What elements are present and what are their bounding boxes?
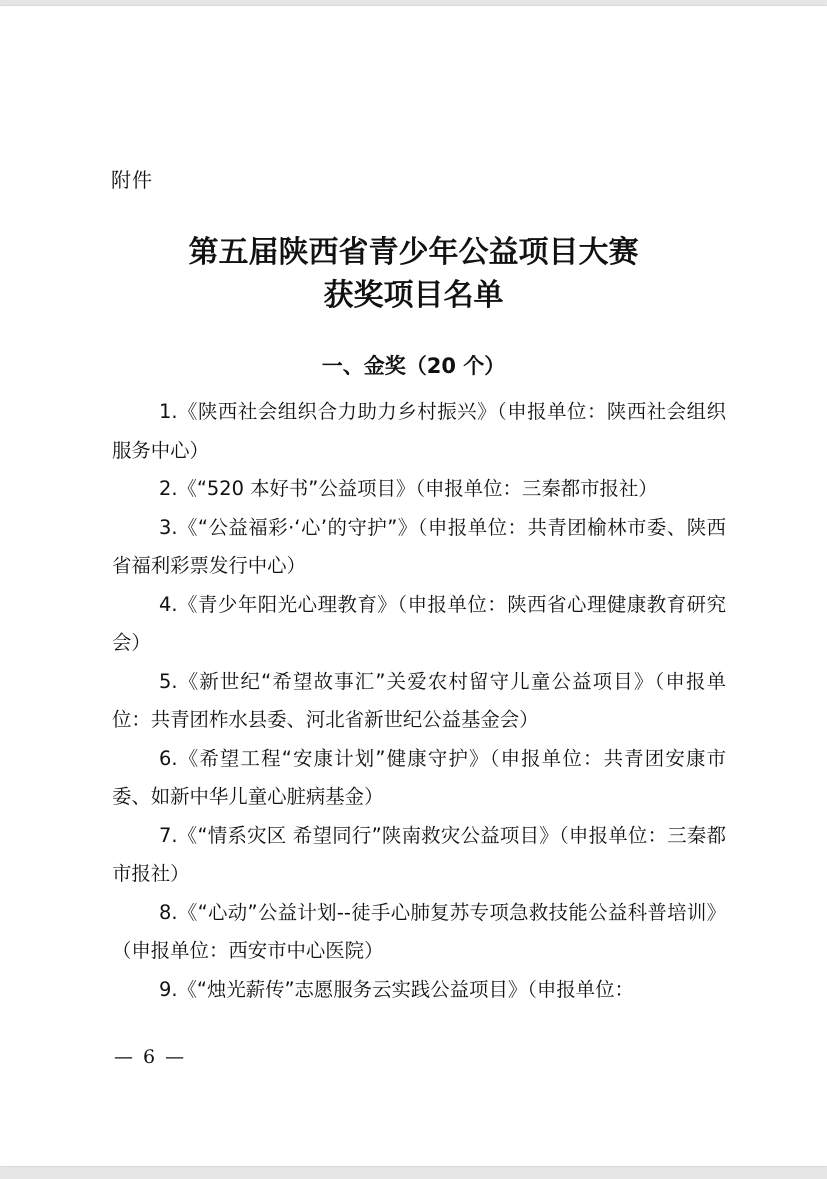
award-list bbox=[112, 393, 726, 1009]
award-item-7: 7.《“情系灾区 希望同行”陕南救灾公益项目》（申报单位：三秦都市报社） bbox=[112, 823, 726, 885]
award-item-4: 4.《青少年阳光心理教育》（申报单位：陕西省心理健康教育研究会） bbox=[112, 592, 726, 654]
award-item-5: 5.《新世纪“希望故事汇”关爱农村留守儿童公益项目》（申报单位：共青团柞水县委、河北省新世纪公益基金会） bbox=[112, 669, 726, 731]
attachment-label: 附件 bbox=[111, 168, 153, 192]
award-item-9: 9.《“烛光薪传”志愿服务云实践公益项目》（申报单位： bbox=[159, 977, 634, 1001]
page-number: — 6 — bbox=[114, 1046, 187, 1068]
section-heading-gold-award: 一、金奖（20 个） bbox=[321, 354, 506, 378]
document-page bbox=[0, 6, 827, 1166]
award-item-3: 3.《“公益福彩·‘心’的守护”》（申报单位：共青团榆林市委、陕西省福利彩票发行中心） bbox=[112, 515, 726, 577]
document-title-line-1: 第五届陕西省青少年公益项目大赛 bbox=[188, 235, 639, 270]
award-item-8: 8.《“心动”公益计划--徒手心肺复苏专项急救技能公益科普培训》（申报单位：西安市中心医院） bbox=[112, 900, 726, 962]
award-item-6: 6.《希望工程“安康计划”健康守护》（申报单位：共青团安康市委、如新中华儿童心脏病基金） bbox=[112, 746, 726, 808]
award-item-1: 1.《陕西社会组织合力助力乡村振兴》（申报单位：陕西社会组织服务中心） bbox=[112, 400, 726, 462]
document-title-line-2: 获奖项目名单 bbox=[323, 278, 504, 313]
award-item-2: 2.《“520 本好书”公益项目》（申报单位：三秦都市报社） bbox=[159, 477, 658, 500]
